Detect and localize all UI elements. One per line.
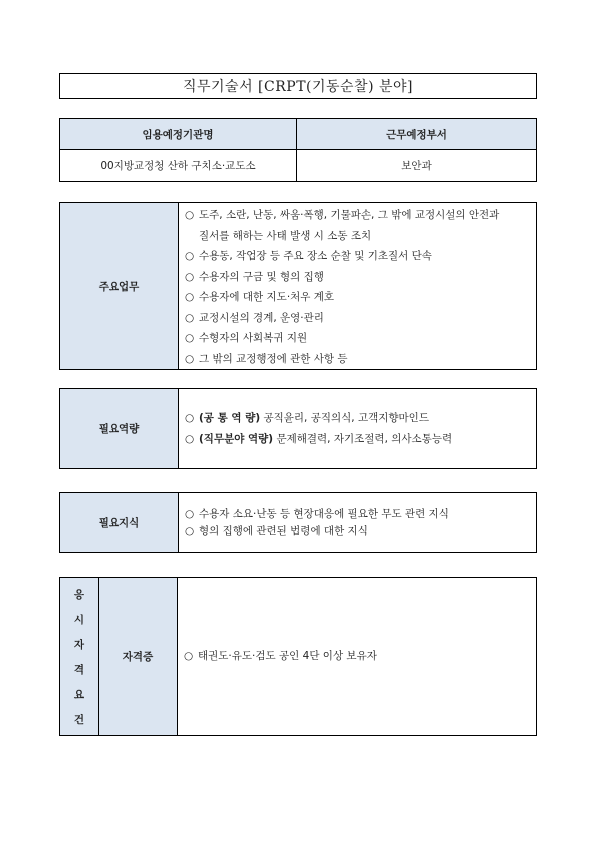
competency-list <box>179 408 536 449</box>
list-item: ○ 형의 집행에 관련된 법령에 대한 지식 <box>185 524 368 537</box>
agency-table <box>59 118 537 182</box>
list-item: ○ 교정시설의 경계, 운영·관리 <box>185 311 324 324</box>
competency-cell <box>179 389 537 469</box>
list-item: 질서를 해하는 사태 발생 시 소동 조치 <box>199 229 372 242</box>
certificate-list <box>178 646 536 667</box>
knowledge-cell <box>179 493 537 553</box>
duties-cell <box>179 203 537 370</box>
knowledge-table <box>59 492 537 553</box>
certificate-label: 자격증 <box>99 578 178 736</box>
list-item: ○ (직무분야 역량) 문제해결력, 자기조절력, 의사소통능력 <box>185 432 453 445</box>
competency-label: 필요역량 <box>60 389 179 469</box>
department-header: 근무예정부서 <box>297 119 537 150</box>
list-item: ○ 태권도·유도·검도 공인 4단 이상 보유자 <box>184 650 377 663</box>
list-item: ○ 수용자 소요·난동 등 현장대응에 필요한 무도 관련 지식 <box>185 507 449 520</box>
requirements-vertical-label: 응 시 자 격 요 건 <box>73 588 85 726</box>
knowledge-label: 필요지식 <box>60 493 179 553</box>
list-item: ○ 수용동, 작업장 등 주요 장소 순찰 및 기초질서 단속 <box>185 250 432 262</box>
competency-table <box>59 388 537 469</box>
department-value: 보안과 <box>297 150 537 182</box>
requirements-table <box>59 577 537 736</box>
agency-header: 임용예정기관명 <box>60 119 297 150</box>
agency-value: 00지방교정청 산하 구치소·교도소 <box>60 150 297 182</box>
certificate-cell <box>178 578 537 736</box>
list-item: ○ 수형자의 사회복귀 지원 <box>185 332 308 344</box>
list-item: ○ 수용자에 대한 지도·처우 계호 <box>185 291 335 303</box>
document-title: 직무기술서 [CRPT(기동순찰) 분야] <box>59 73 537 99</box>
list-item: ○ 그 밖의 교정행정에 관한 사항 등 <box>185 352 348 365</box>
knowledge-list <box>179 506 536 540</box>
duties-label: 주요업무 <box>60 203 179 370</box>
list-item: ○ (공 통 역 량) 공직윤리, 공직의식, 고객지향마인드 <box>185 412 429 424</box>
list-item: ○ 수용자의 구금 및 형의 집행 <box>185 270 324 283</box>
list-item: ○ 도주, 소란, 난동, 싸움·폭행, 기물파손, 그 밖에 교정시설의 안전과 <box>185 209 500 221</box>
duties-list <box>179 205 536 369</box>
duties-table <box>59 202 537 370</box>
requirements-label <box>60 578 99 736</box>
